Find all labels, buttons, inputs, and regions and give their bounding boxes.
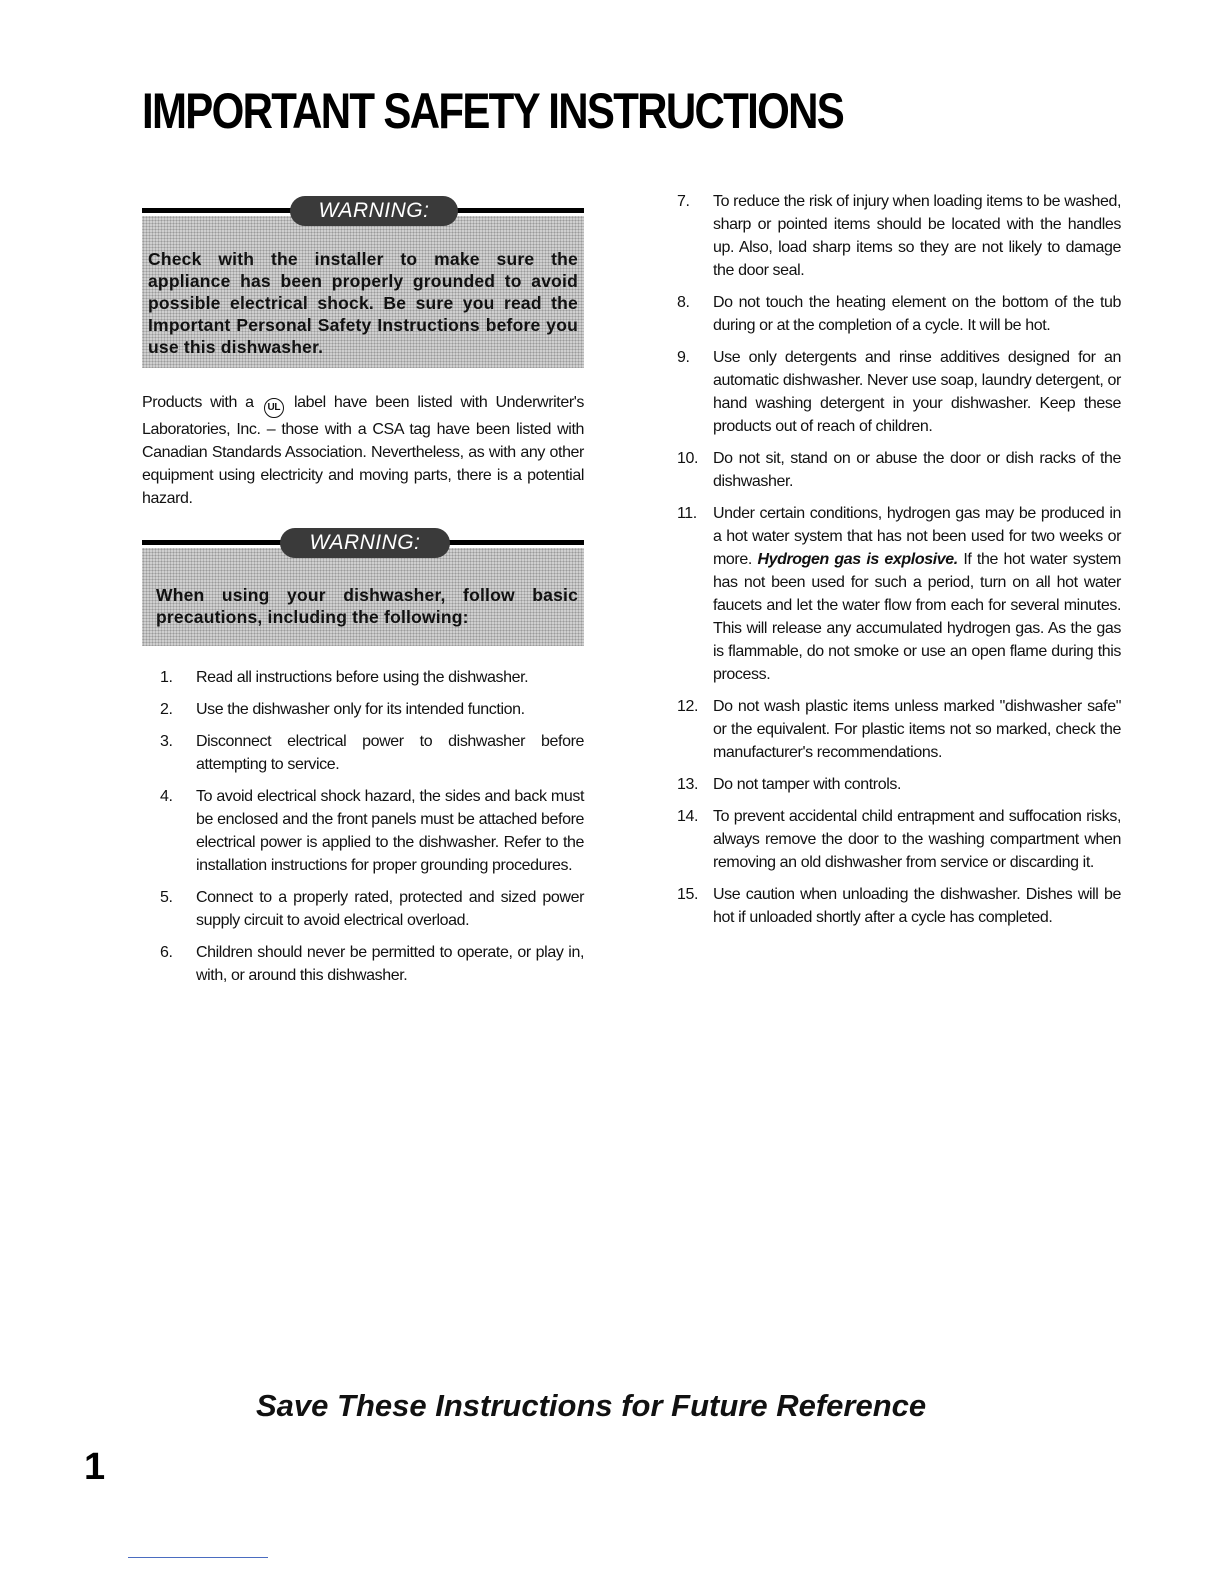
item-text: To avoid electrical shock hazard, the sides and back must be enclosed and the front panels must be attached before electrical power is applied to the dishwasher. Refer to the installation instructions for proper grounding procedures. [196, 788, 584, 874]
item-emphasis: Hydrogen gas is explosive. [757, 551, 958, 568]
warning-label: WARNING: [290, 196, 458, 226]
warning-text: Check with the installer to make sure the appliance has been properly grounded to avoid possible electrical shock. Be sure you read the Important Personal Safety Instructions before you use this dishwasher. [148, 249, 578, 357]
item-number: 2. [160, 701, 173, 718]
bottom-divider [128, 1557, 268, 1558]
item-text: Use caution when unloading the dishwasher. Dishes will be hot if unloaded shortly after a cycle has completed. [713, 886, 1121, 926]
item-number: 14. [677, 808, 699, 825]
item-text-part: If the hot water system has not been used for such a period, turn on all hot water faucets and let the water flow from each for several minutes. This will release any accumulated hydrogen gas. As the gas is flammable, do not smoke or use an open flame during this process. [713, 551, 1121, 683]
item-number: 1. [160, 669, 173, 686]
item-number: 7. [677, 193, 690, 210]
list-item [160, 941, 584, 987]
item-number: 12. [677, 698, 699, 715]
item-text: Do not touch the heating element on the bottom of the tub during or at the completion of a cycle. It will be hot. [713, 294, 1121, 334]
list-item [677, 805, 1121, 874]
item-text: Do not wash plastic items unless marked "dishwasher safe" or the equivalent. For plastic items not so marked, check the manufacturer's recommendations. [713, 698, 1121, 761]
list-item [677, 773, 1121, 796]
list-item [160, 785, 584, 877]
list-item [160, 698, 584, 721]
item-number: 6. [160, 944, 173, 961]
products-text-before: Products with a [142, 394, 254, 411]
products-text-after: label have been listed with Underwriter's Laboratories, Inc. – those with a CSA tag have been listed with Canadian Standards Association. Nevertheless, as with any other equipment using electricity and moving parts, there is a potential hazard. [142, 394, 585, 507]
item-number: 11. [677, 505, 697, 522]
item-number: 4. [160, 788, 173, 805]
item-text: To reduce the risk of injury when loading items to be washed, sharp or pointed items should be located with the handles up. Also, load sharp items so they are not likely to damage the door seal. [713, 193, 1121, 279]
save-instructions-footer: Save These Instructions for Future Reference [256, 1388, 927, 1423]
item-text: Connect to a properly rated, protected and sized power supply circuit to avoid electrical overload. [196, 889, 584, 929]
safety-list-left [160, 666, 584, 996]
safety-list-right [677, 190, 1121, 938]
warning-box-grounding [142, 196, 584, 368]
list-item [677, 190, 1121, 282]
item-number: 10. [677, 450, 699, 467]
item-number: 13. [677, 776, 699, 793]
item-text [713, 502, 1121, 686]
list-item [677, 695, 1121, 764]
list-item [677, 291, 1121, 337]
list-item [677, 447, 1121, 493]
warning-label: WARNING: [280, 528, 450, 558]
item-text: Do not tamper with controls. [713, 776, 901, 793]
list-item [160, 666, 584, 689]
item-text: Read all instructions before using the dishwasher. [196, 669, 529, 686]
item-text: Children should never be permitted to operate, or play in, with, or around this dishwasher. [196, 944, 584, 984]
list-item [677, 502, 1121, 686]
item-text: Do not sit, stand on or abuse the door or dish racks of the dishwasher. [713, 450, 1121, 490]
item-text: Use the dishwasher only for its intended function. [196, 701, 525, 718]
item-text: Disconnect electrical power to dishwasher before attempting to service. [196, 733, 584, 773]
item-number: 8. [677, 294, 690, 311]
warning-box-precautions [142, 528, 584, 646]
item-text: To prevent accidental child entrapment and suffocation risks, always remove the door to the washing compartment when removing an old dishwasher from service or discarding it. [713, 808, 1121, 871]
list-item [677, 883, 1121, 929]
item-number: 15. [677, 886, 699, 903]
list-item [160, 886, 584, 932]
item-number: 5. [160, 889, 173, 906]
item-number: 9. [677, 349, 690, 366]
list-item [160, 730, 584, 776]
warning-text: When using your dishwasher, follow basic precautions, including the following: [156, 585, 578, 627]
page-title: IMPORTANT SAFETY INSTRUCTIONS [142, 83, 844, 139]
list-item [677, 346, 1121, 438]
ul-listing-icon: UL [264, 398, 284, 418]
item-number: 3. [160, 733, 173, 750]
item-text-part: Under certain conditions, hydrogen gas may be produced in a hot water system that has not been used for two weeks or more. [713, 505, 1121, 568]
products-listing-paragraph [142, 391, 584, 510]
item-text: Use only detergents and rinse additives designed for an automatic dishwasher. Never use soap, laundry detergent, or hand washing detergent in your dishwasher. Keep these products out of reach of children. [713, 349, 1121, 435]
page-number: 1 [84, 1446, 106, 1488]
